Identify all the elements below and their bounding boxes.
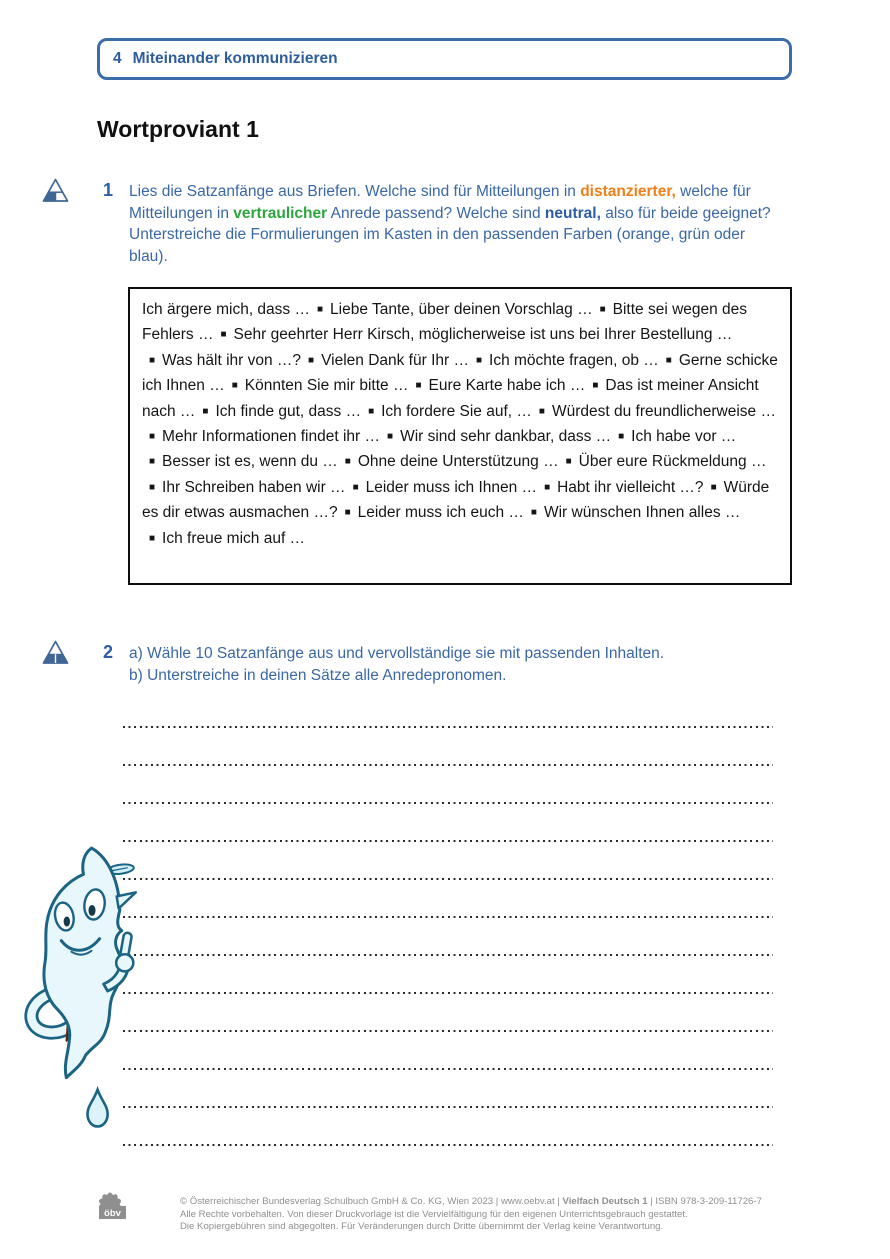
- logo-text: öbv: [104, 1208, 121, 1219]
- sentence-starter[interactable]: Sehr geehrter Herr Kirsch, möglicherweise ist uns bei Ihrer Bestellung …: [233, 326, 733, 344]
- list-separator-square: ■: [149, 532, 156, 544]
- answer-line[interactable]: [123, 994, 773, 1032]
- sentence-starter[interactable]: Ich habe vor …: [631, 428, 737, 446]
- list-separator-square: ■: [599, 304, 606, 315]
- answer-line[interactable]: [123, 956, 773, 994]
- list-separator-square: ■: [368, 405, 375, 417]
- task2-line-a: a) Wähle 10 Satzanfänge aus und vervollständige sie mit passenden Inhalten.: [129, 645, 665, 662]
- list-separator-square: ■: [530, 507, 537, 519]
- sentence-starter[interactable]: Ich ärgere mich, dass …: [142, 301, 310, 318]
- list-separator-square: ■: [149, 431, 156, 443]
- list-separator-square: ■: [344, 507, 351, 519]
- task1-instruction: [129, 181, 781, 267]
- pyramid-level-1-icon: [42, 178, 69, 203]
- sentence-starter[interactable]: Würdest du freundlicherweise …: [551, 402, 776, 420]
- sentence-starter[interactable]: Vielen Dank für Ihr …: [321, 351, 469, 369]
- sentence-starter[interactable]: Habt ihr vielleicht …?: [557, 478, 704, 496]
- sentence-starter[interactable]: Gerne schicke ich Ihnen …: [142, 351, 778, 395]
- answer-line[interactable]: [123, 1070, 773, 1108]
- list-separator-square: ■: [202, 405, 209, 417]
- sentence-starter[interactable]: Über eure Rückmeldung …: [578, 453, 767, 471]
- list-separator-square: ■: [344, 456, 351, 468]
- list-separator-square: ■: [308, 354, 315, 366]
- oebv-logo: [91, 1189, 133, 1231]
- list-separator-square: ■: [592, 380, 599, 392]
- imprint-line-3: Die Kopiergebühren sind abgegolten. Für Veränderungen durch Dritte übernimmt der Verlag keine Verantwortung.: [180, 1221, 664, 1233]
- list-separator-square: ■: [149, 456, 156, 468]
- answer-line[interactable]: [123, 918, 773, 956]
- list-separator-square: ■: [475, 354, 483, 366]
- sentence-starter[interactable]: Leider muss ich euch …: [357, 504, 524, 522]
- sentence-starter[interactable]: Eure Karte habe ich …: [428, 377, 586, 395]
- list-separator-square: ■: [387, 431, 394, 443]
- unit-header: [97, 38, 792, 80]
- sentence-starter[interactable]: Ich möchte fragen, ob …: [489, 351, 659, 369]
- answer-line[interactable]: [123, 766, 773, 804]
- list-separator-square: ■: [149, 481, 156, 493]
- sentence-starter[interactable]: Würde es dir etwas ausmachen …?: [142, 478, 770, 522]
- keyword-distanziert: distanzierter,: [580, 183, 676, 200]
- answer-line[interactable]: [123, 804, 773, 842]
- sentence-starter[interactable]: Mehr Informationen findet ihr …: [162, 428, 381, 446]
- list-separator-square: ■: [538, 405, 545, 417]
- sentence-starter[interactable]: Bitte sei wegen des Fehlers …: [142, 301, 748, 344]
- list-separator-square: ■: [710, 481, 717, 493]
- pyramid-level-2-icon: [42, 640, 69, 665]
- unit-number: 4: [113, 50, 122, 67]
- answer-line[interactable]: [123, 880, 773, 918]
- imprint-line-1: © Österreichischer Bundesverlag Schulbuch GmbH & Co. KG, Wien 2023 | www.oebv.at | Vielfach Deutsch 1 | ISBN 978-3-209-11726-7: [180, 1196, 762, 1207]
- list-separator-square: ■: [565, 456, 572, 468]
- imprint-line-2: Alle Rechte vorbehalten. Von dieser Druckvorlage ist die Vervielfältigung für den eigenen Unterrichtsgebrauch gestattet.: [180, 1208, 688, 1220]
- list-separator-square: ■: [220, 329, 227, 341]
- instruction-text: also für beide geeignet? Unterstreiche die Formulierungen im Kasten in den passenden Farben (orange, grün oder blau).: [129, 204, 771, 265]
- sentence-starter[interactable]: Wir sind sehr dankbar, dass …: [400, 428, 612, 446]
- sentence-starter[interactable]: Könnten Sie mir bitte …: [244, 377, 409, 395]
- task1-number: 1: [103, 180, 114, 200]
- page-title: Wortproviant 1: [97, 116, 259, 142]
- list-separator-square: ■: [618, 431, 625, 443]
- answer-line[interactable]: [123, 842, 773, 880]
- answer-line[interactable]: [123, 1032, 773, 1070]
- unit-title: Miteinander kommunizieren: [132, 50, 338, 67]
- keyword-vertraulich: vertraulicher: [233, 204, 328, 222]
- answer-line[interactable]: [123, 690, 773, 728]
- list-separator-square: ■: [316, 304, 324, 315]
- sentence-starter[interactable]: Wir wünschen Ihnen alles …: [543, 504, 741, 522]
- sentence-starters-box: [128, 287, 792, 585]
- task2-number: 2: [103, 642, 114, 662]
- answer-line[interactable]: [123, 728, 773, 766]
- footer-imprint: [180, 1196, 780, 1234]
- answer-lines: [123, 690, 773, 1146]
- sentence-starter[interactable]: Liebe Tante, über deinen Vorschlag …: [330, 301, 593, 318]
- keyword-neutral: neutral,: [544, 204, 601, 222]
- instruction-text: welche für Mitteilungen in: [129, 183, 751, 222]
- list-separator-square: ■: [149, 354, 156, 366]
- sentence-starter[interactable]: Ich freue mich auf …: [162, 529, 306, 547]
- answer-line[interactable]: [123, 1108, 773, 1146]
- list-separator-square: ■: [415, 380, 422, 392]
- sentence-starters-list[interactable]: [142, 297, 778, 551]
- sentence-starter[interactable]: Ihr Schreiben haben wir …: [162, 478, 346, 496]
- sentence-starter[interactable]: Das ist meiner Ansicht nach …: [142, 377, 759, 420]
- sentence-starter[interactable]: Ohne deine Unterstützung …: [357, 453, 559, 471]
- list-separator-square: ■: [231, 380, 238, 392]
- task2-line-b: b) Unterstreiche in deinen Sätze alle Anredepronomen.: [129, 667, 507, 684]
- ghost-with-pencil-mascot: [20, 838, 158, 1130]
- sentence-starter[interactable]: Besser ist es, wenn du …: [162, 453, 338, 471]
- sentence-starter[interactable]: Leider muss ich Ihnen …: [365, 478, 538, 496]
- sentence-starter[interactable]: Ich fordere Sie auf, …: [381, 402, 532, 420]
- sentence-starter[interactable]: Was hält ihr von …?: [162, 351, 302, 369]
- list-separator-square: ■: [544, 481, 551, 493]
- list-separator-square: ■: [352, 481, 359, 493]
- instruction-text: Anrede passend? Welche sind: [327, 204, 545, 222]
- instruction-text: Lies die Satzanfänge aus Briefen. Welche sind für Mitteilungen in: [129, 183, 581, 200]
- sentence-starter[interactable]: Ich finde gut, dass …: [215, 402, 362, 420]
- list-separator-square: ■: [665, 354, 672, 366]
